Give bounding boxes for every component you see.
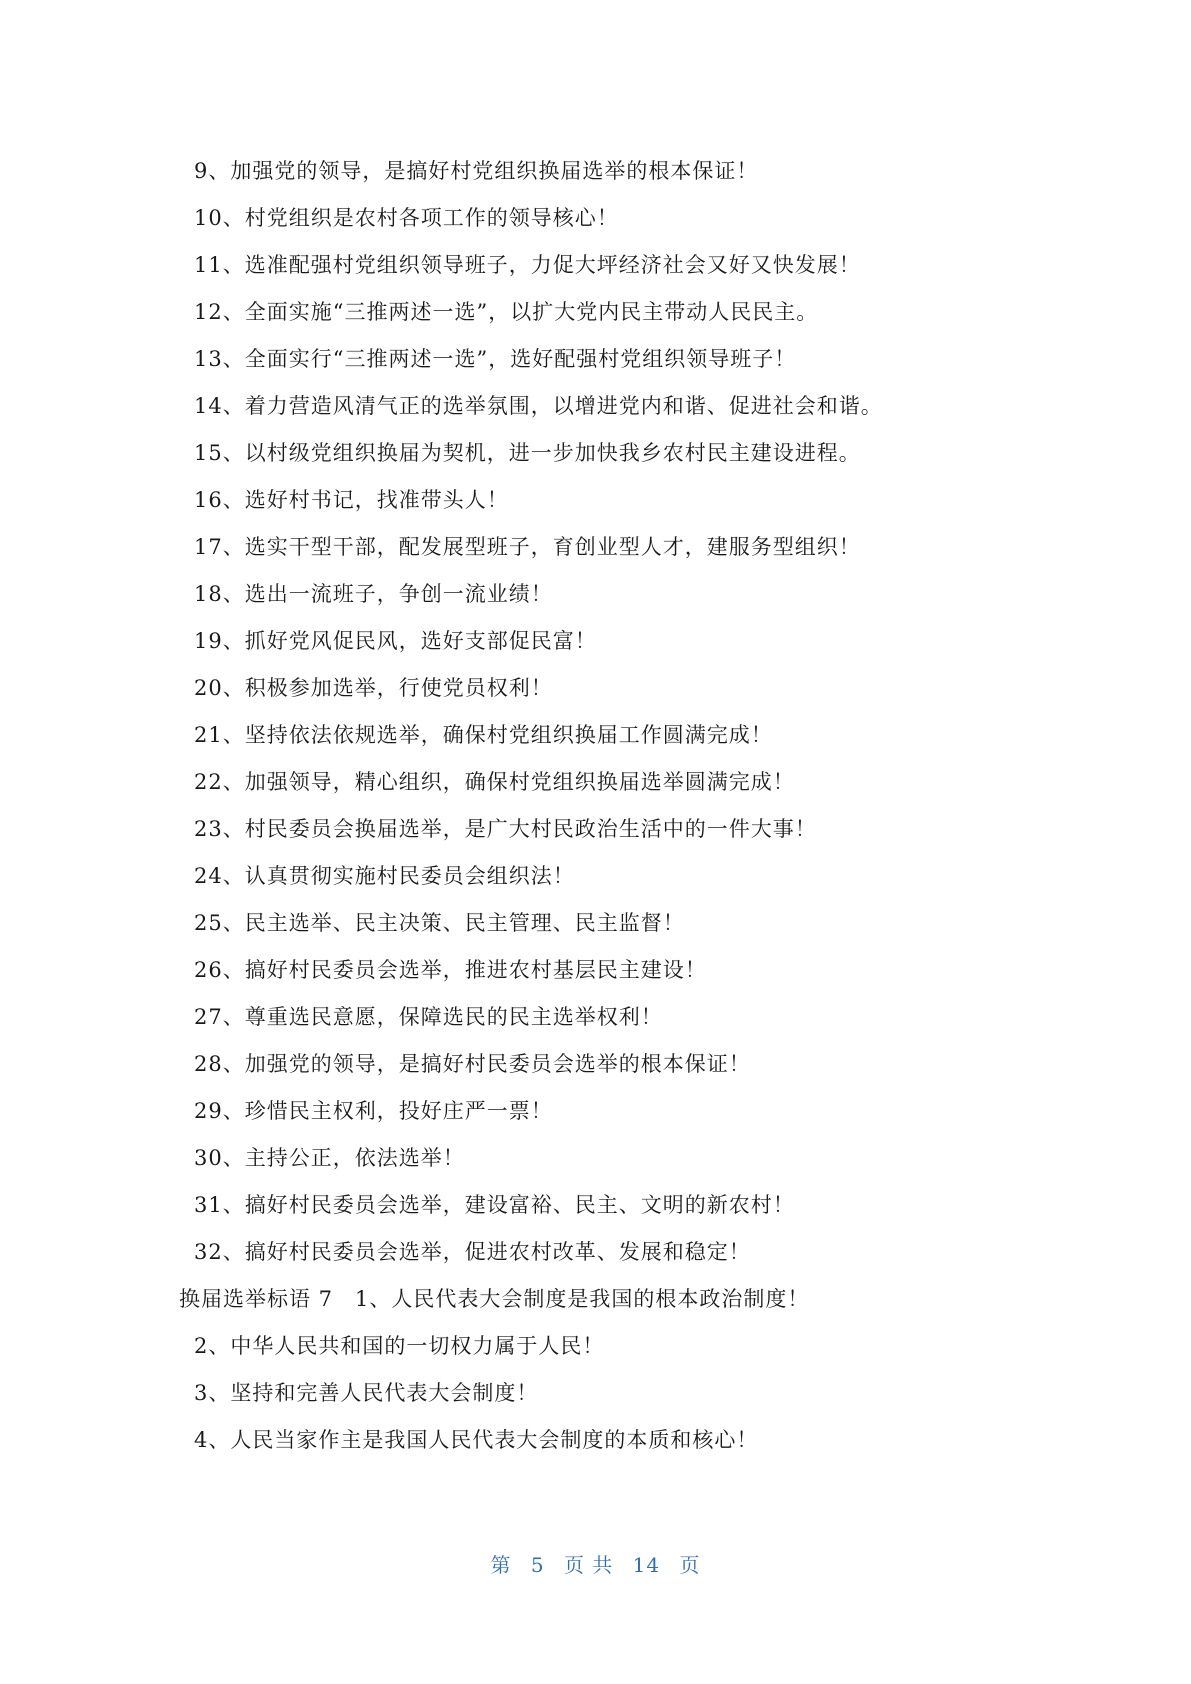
section-title: 换届选举标语 7: [179, 1287, 334, 1311]
list-item: 24、认真贯彻实施村民委员会组织法！: [194, 864, 575, 888]
page-number: 5: [530, 1553, 545, 1577]
list-item: 3、坚持和完善人民代表大会制度！: [194, 1381, 539, 1405]
page-total: 14: [632, 1553, 661, 1577]
list-item: 4、人民当家作主是我国人民代表大会制度的本质和核心！: [194, 1428, 759, 1452]
footer-prefix: 第: [490, 1553, 512, 1577]
list-item: 25、民主选举、民主决策、民主管理、民主监督！: [194, 911, 685, 935]
list-item: 26、搞好村民委员会选举，推进农村基层民主建设！: [194, 958, 707, 982]
list-item: 17、选实干型干部，配发展型班子，育创业型人才，建服务型组织！: [194, 535, 861, 559]
list-item: 23、村民委员会换届选举，是广大村民政治生活中的一件大事！: [194, 817, 817, 841]
list-item: 2、中华人民共和国的一切权力属于人民！: [194, 1334, 605, 1358]
list-item: 22、加强领导，精心组织，确保村党组织换届选举圆满完成！: [194, 770, 795, 794]
list-item: 18、选出一流班子，争创一流业绩！: [194, 582, 553, 606]
footer-mid: 页 共: [563, 1553, 614, 1577]
list-item: 29、珍惜民主权利，投好庄严一票！: [194, 1099, 553, 1123]
list-item: 28、加强党的领导，是搞好村民委员会选举的根本保证！: [194, 1052, 751, 1076]
list-item: 27、尊重选民意愿，保障选民的民主选举权利！: [194, 1005, 663, 1029]
list-item: 10、村党组织是农村各项工作的领导核心！: [194, 206, 619, 230]
list-item: 21、坚持依法依规选举，确保村党组织换届工作圆满完成！: [194, 723, 773, 747]
list-item: 31、搞好村民委员会选举，建设富裕、民主、文明的新农村！: [194, 1193, 795, 1217]
page-footer: [0, 1549, 1191, 1578]
document-body: [179, 148, 1034, 1464]
list-item: 1、人民代表大会制度是我国的根本政治制度！: [355, 1287, 810, 1311]
list-item: 16、选好村书记，找准带头人！: [194, 488, 509, 512]
list-item: 20、积极参加选举，行使党员权利！: [194, 676, 553, 700]
list-item: 30、主持公正，依法选举！: [194, 1146, 465, 1170]
list-item: 15、以村级党组织换届为契机，进一步加快我乡农村民主建设进程。: [194, 441, 861, 465]
list-item: 32、搞好村民委员会选举，促进农村改革、发展和稳定！: [194, 1240, 751, 1264]
list-item: 13、全面实行“三推两述一选”，选好配强村党组织领导班子！: [194, 347, 797, 371]
section-heading-line: [179, 1276, 1034, 1323]
list-item: 19、抓好党风促民风，选好支部促民富！: [194, 629, 597, 653]
list-item: 11、选准配强村党组织领导班子，力促大坪经济社会又好又快发展！: [194, 253, 861, 277]
list-item: 12、全面实施“三推两述一选”，以扩大党内民主带动人民民主。: [194, 300, 819, 324]
list-item: 14、着力营造风清气正的选举氛围，以增进党内和谐、促进社会和谐。: [194, 394, 883, 418]
list-item: 9、加强党的领导，是搞好村党组织换届选举的根本保证！: [194, 159, 759, 183]
footer-suffix: 页: [679, 1553, 701, 1577]
